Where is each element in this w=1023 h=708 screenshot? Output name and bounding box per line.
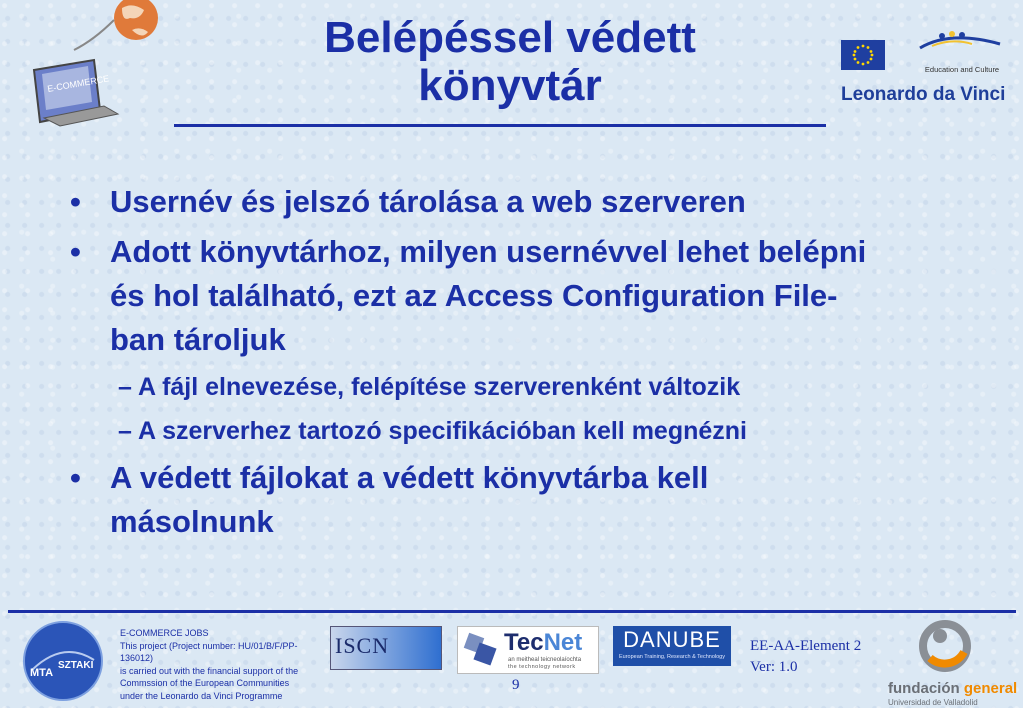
bullet-item <box>62 230 962 362</box>
footer-divider <box>8 610 1016 613</box>
bullet-list <box>62 180 962 550</box>
sub-bullet-mark: – <box>118 373 132 401</box>
title-line-1: Belépéssel védett <box>324 13 696 62</box>
universidad-text: Universidad de Valladolid <box>888 698 978 707</box>
project-line: Commssion of the European Communities <box>120 678 290 688</box>
iscn-logo <box>330 626 442 670</box>
svg-text:MTA: MTA <box>30 667 54 679</box>
svg-text:E-COMMERCE: E-COMMERCE <box>46 73 110 94</box>
project-info <box>120 627 330 702</box>
version-label: Ver: 1.0 <box>750 659 798 675</box>
tecnet-sub1: an meitheal teicneolaíochta <box>508 657 582 663</box>
sub-bullet-text: A fájl elnevezése, felépítése szerverenként változik <box>138 373 741 401</box>
bullet-item <box>62 456 962 544</box>
fundacion-logo <box>888 618 1018 706</box>
general-text: general <box>963 680 1018 697</box>
bullet-mark: • <box>70 184 81 219</box>
page-number: 9 <box>512 677 520 693</box>
project-line: is carried out with the financial support of the <box>120 665 299 676</box>
ecommerce-logo <box>14 0 174 130</box>
leonardo-logo-text: Leonardo da Vinci <box>841 84 1006 105</box>
bullet-text: Adott könyvtárhoz, milyen usernévvel lehet belépni és hol található, ezt az Access Configuration File-ban tároljuk <box>110 234 867 357</box>
element-info <box>750 636 861 678</box>
danube-subtext: European Training, Research & Technology <box>619 654 725 660</box>
title-underline <box>174 124 826 127</box>
sub-bullet-item <box>62 368 962 406</box>
sub-bullet-text: A szerverhez tartozó specifikációban kell megnézni <box>138 417 747 445</box>
sub-bullet-item <box>62 412 962 450</box>
bullet-text: A védett fájlokat a védett könyvtárba kell másolnunk <box>110 460 709 539</box>
project-line: E-COMMERCE JOBS <box>120 628 209 638</box>
tecnet-tec: Tec <box>504 629 544 656</box>
slide-title <box>230 14 790 110</box>
title-line-2: könyvtár <box>418 61 602 110</box>
eu-flag-logo <box>841 40 885 70</box>
svg-text:SZTAKI: SZTAKI <box>58 660 94 671</box>
sub-bullet-mark: – <box>118 417 132 445</box>
danube-text: DANUBE <box>623 627 721 652</box>
project-line: This project (Project number: HU/01/B/F/PP-136012) <box>120 640 298 663</box>
edu-culture-text: Education and Culture <box>924 65 1000 74</box>
mta-sztaki-logo <box>22 620 104 702</box>
danube-logo <box>613 626 731 666</box>
bullet-mark: • <box>70 460 81 495</box>
edu-culture-logo <box>912 28 1012 76</box>
iscn-text: ISCN <box>335 633 390 658</box>
project-line: under the Leonardo da Vinci Programme <box>120 690 283 701</box>
fundacion-text: fundación <box>888 680 960 697</box>
bullet-item <box>62 180 962 224</box>
bullet-mark: • <box>70 234 81 269</box>
tecnet-net: Net <box>543 629 583 656</box>
element-id: EE-AA-Element 2 <box>750 638 862 654</box>
tecnet-sub2: the technology network <box>508 664 576 670</box>
bullet-text: Usernév és jelszó tárolása a web szerveren <box>110 184 746 219</box>
tecnet-logo <box>457 626 599 674</box>
